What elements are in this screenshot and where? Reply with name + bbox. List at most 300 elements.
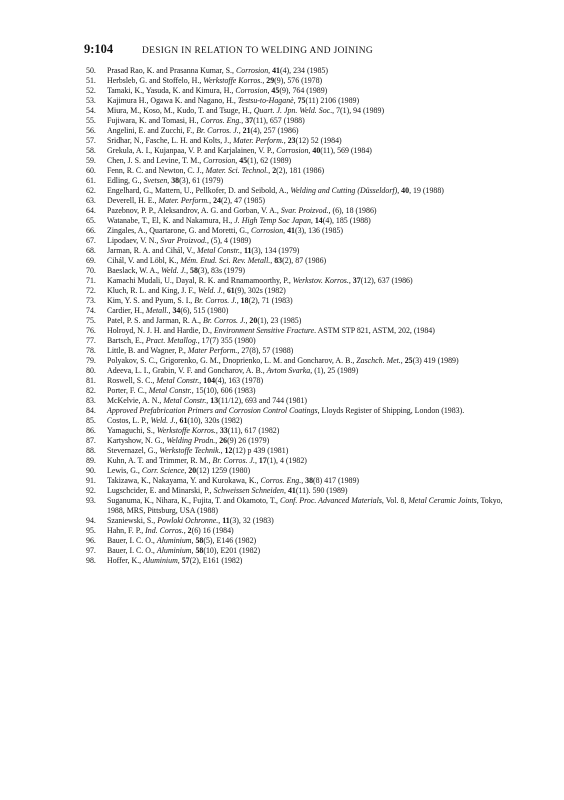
reference-text: (12) 1259 (1980) [196, 466, 251, 475]
reference-volume: 75 [297, 96, 306, 105]
reference-item [86, 146, 518, 156]
reference-volume: 41 [287, 486, 296, 495]
reference-text: Hoffer, K., [107, 556, 144, 565]
reference-list [86, 66, 518, 566]
reference-source-title: Metal Constr. [148, 386, 192, 395]
reference-text: Little, B. and Wagner, P., [107, 346, 188, 355]
reference-item [86, 76, 518, 86]
reference-text: , [238, 126, 243, 135]
reference-number: 85. [86, 416, 96, 425]
reference-source-title: Corrosion [235, 86, 268, 95]
reference-source-title: Werkstov. Korros. [292, 276, 349, 285]
reference-volume: 45 [271, 86, 280, 95]
reference-volume: 20 [249, 316, 258, 325]
reference-number: 52. [86, 86, 96, 95]
reference-text: , [241, 116, 246, 125]
reference-source-title: Welding and Cutting (Düsseldorf) [290, 186, 398, 195]
reference-item [86, 486, 518, 496]
reference-text: , [222, 286, 227, 295]
reference-item [86, 536, 518, 546]
reference-number: 67. [86, 236, 96, 245]
reference-number: 75. [86, 316, 96, 325]
reference-text: , [235, 156, 240, 165]
reference-item [86, 496, 518, 516]
reference-item [86, 436, 518, 446]
reference-source-title: Mater. Perform. [158, 196, 210, 205]
reference-text: Stevernazel, G., [107, 446, 160, 455]
reference-number: 64. [86, 206, 96, 215]
reference-text: Bauer, I. C. O., [107, 536, 157, 545]
reference-item [86, 216, 518, 226]
reference-volume: 61 [179, 416, 188, 425]
reference-source-title: Testsu-to-Haganè [237, 96, 294, 105]
reference-item [86, 396, 518, 406]
reference-text: , [215, 426, 220, 435]
reference-text: , [206, 396, 211, 405]
reference-text: Tamaki, K., Yasuda, K. and Kimura, H., [107, 86, 236, 95]
reference-volume: 58 [195, 546, 204, 555]
reference-source-title: Svetsen [143, 176, 168, 185]
reference-number: 65. [86, 216, 96, 225]
reference-number: 78. [86, 346, 96, 355]
reference-text: Bartsch, E., [107, 336, 146, 345]
reference-number: 68. [86, 246, 96, 255]
reference-volume: 41 [272, 66, 280, 75]
reference-text: (11), 617 (1982) [227, 426, 280, 435]
reference-text: Sridhar, N., Fasche, L. H. and Kolts, J., [107, 136, 234, 145]
reference-source-title: Werkstoffe Korros. [203, 76, 263, 85]
reference-volume: 12 [224, 446, 233, 455]
reference-text: , [209, 196, 214, 205]
reference-text: , [191, 536, 196, 545]
reference-number: 94. [86, 516, 96, 525]
reference-number: 50. [86, 66, 96, 75]
reference-item [86, 196, 518, 206]
reference-text: , 19 (1988) [409, 186, 444, 195]
reference-text: (3), 134 (1979) [251, 246, 300, 255]
reference-number: 82. [86, 386, 96, 395]
reference-text: ., 7(1), 94 (1989) [330, 106, 385, 115]
reference-number: 95. [86, 526, 96, 535]
reference-text: Lewis, G., [107, 466, 142, 475]
reference-volume: 24 [213, 196, 221, 205]
reference-text: (11) 2106 (1989) [305, 96, 360, 105]
reference-volume: 104 [203, 376, 216, 385]
page-header [84, 42, 524, 57]
reference-text: , 27(8), 57 (1988) [237, 346, 294, 355]
reference-source-title: Mater. Sci. Technol. [205, 166, 269, 175]
reference-volume: 41 [287, 226, 295, 235]
reference-text: Baeslack, W. A., [107, 266, 162, 275]
reference-number: 84. [86, 406, 96, 415]
reference-source-title: Environment Sensitive Fracture [213, 326, 315, 335]
reference-number: 58. [86, 146, 96, 155]
reference-text: Miura, M., Koso, M., Kudo, T. and Tsuge, H., [107, 106, 254, 115]
reference-source-title: Metall. [145, 306, 169, 315]
reference-text: , [283, 226, 288, 235]
reference-text: (5), E146 (1982) [203, 536, 257, 545]
reference-number: 72. [86, 286, 96, 295]
reference-text: (3) 419 (1989) [412, 356, 459, 365]
reference-item [86, 96, 518, 106]
reference-source-title: Br. Corros. J. [196, 126, 239, 135]
reference-number: 76. [86, 326, 96, 335]
reference-item [86, 366, 518, 376]
reference-text: , [220, 446, 225, 455]
reference-text: , [400, 356, 405, 365]
reference-volume: 20 [188, 466, 197, 475]
reference-number: 97. [86, 546, 96, 555]
reference-text: (2), 181 (1986) [276, 166, 325, 175]
reference-volume: 17 [258, 456, 267, 465]
reference-item [86, 346, 518, 356]
reference-volume: 25 [404, 356, 413, 365]
reference-number: 69. [86, 256, 96, 265]
reference-text: Fenn, R. C. and Newton, C. J., [107, 166, 206, 175]
reference-item [86, 176, 518, 186]
reference-text: , [348, 276, 353, 285]
reference-text: McKelvie, A. N., [107, 396, 164, 405]
reference-item [86, 226, 518, 236]
reference-number: 93. [86, 496, 96, 505]
reference-item [86, 406, 518, 416]
reference-number: 81. [86, 376, 96, 385]
reference-text: (8) 417 (1989) [313, 476, 360, 485]
reference-text: Polyakov, S. C., Grigorenko, G. M., Dnoprienko, L. M. and Goncharov, A. B., [107, 356, 357, 365]
reference-text: , [183, 526, 188, 535]
reference-volume: 23 [287, 136, 296, 145]
reference-volume: 40 [312, 146, 321, 155]
reference-volume: 2 [272, 166, 277, 175]
reference-source-title: Metal Ceramic Joints [408, 496, 477, 505]
reference-text: Deverell, H. E., [107, 196, 159, 205]
reference-text: (10), E201 (1982) [203, 546, 261, 555]
reference-number: 88. [86, 446, 96, 455]
reference-number: 73. [86, 296, 96, 305]
reference-source-title: Werkstoffe Technik. [159, 446, 221, 455]
reference-text: Herbsleb, G. and Stoffelo, H., [107, 76, 204, 85]
reference-text: , [236, 296, 241, 305]
reference-text: Bauer, I. C. O., [107, 546, 157, 555]
reference-text: (3), 136 (1985) [294, 226, 343, 235]
reference-number: 96. [86, 536, 96, 545]
reference-number: 57. [86, 136, 96, 145]
reference-source-title: Approved Prefabrication Primers and Corrosion Control Coatings [107, 406, 318, 415]
reference-text: Kuhn, A. T. and Trimmer, R. M., [107, 456, 213, 465]
reference-text: , [293, 96, 298, 105]
reference-text: (3), 61 (1979) [179, 176, 224, 185]
reference-source-title: Corrosion [250, 226, 284, 235]
reference-source-title: Metal Constr. [197, 246, 240, 255]
reference-text: (2), 47 (1985) [220, 196, 266, 205]
reference-source-title: Metal Constr. [156, 376, 200, 385]
reference-text: (10), 320s (1982) [187, 416, 243, 425]
reference-volume: 45 [239, 156, 248, 165]
reference-item [86, 286, 518, 296]
reference-source-title: Corrosion [235, 66, 269, 75]
reference-text: Kamachi Mudali, U., Dayal, R. K. and Rnamamoorthy, P., [107, 276, 293, 285]
reference-number: 77. [86, 336, 96, 345]
reference-text: , [184, 466, 189, 475]
reference-source-title: Ind. Corros. [145, 526, 184, 535]
reference-text: Edling, G., [107, 176, 144, 185]
reference-number: 61. [86, 176, 96, 185]
reference-source-title: Pract. Metallog. [145, 336, 198, 345]
reference-text: (3), 83s (1979) [197, 266, 246, 275]
reference-text: , [301, 476, 306, 485]
reference-item [86, 306, 518, 316]
reference-source-title: Br. Corros. J. [203, 316, 246, 325]
reference-text: Watanabe, T., El, K. and Nakamura, H., [107, 216, 235, 225]
reference-text: Yamaguchi, S., [107, 426, 157, 435]
reference-item [86, 106, 518, 116]
reference-text: , [239, 246, 244, 255]
reference-volume: 26 [219, 436, 228, 445]
reference-source-title: Schweissen Schneiden [213, 486, 284, 495]
reference-source-title: Zaschch. Met. [356, 356, 401, 365]
reference-item [86, 316, 518, 326]
reference-source-title: Metal Constr. [163, 396, 207, 405]
reference-item [86, 386, 518, 396]
reference-number: 90. [86, 466, 96, 475]
reference-number: 55. [86, 116, 96, 125]
reference-source-title: Corrosion [276, 146, 309, 155]
reference-item [86, 86, 518, 96]
reference-number: 98. [86, 556, 96, 565]
reference-text: Pazebnov, P. P., Aleksandrov, A. G. and Gorban, V. A., [107, 206, 281, 215]
reference-volume: 11 [222, 516, 230, 525]
reference-text: (9) 26 (1979) [227, 436, 270, 445]
reference-text: , [186, 266, 191, 275]
reference-number: 62. [86, 186, 96, 195]
reference-text: , Lloyds Register of Shipping, London (1983). [317, 406, 465, 415]
reference-text: Costos, L. P., [107, 416, 151, 425]
reference-item [86, 556, 518, 566]
reference-text: Szaniewski, S., [107, 516, 158, 525]
reference-text: (12), 637 (1986) [360, 276, 413, 285]
reference-text: Fujiwara, K. and Tomasi, H., [107, 116, 201, 125]
reference-number: 56. [86, 126, 96, 135]
reference-text: , [267, 86, 272, 95]
running-title: DESIGN IN RELATION TO WELDING AND JOINING [142, 46, 373, 56]
reference-text: Porter, F. C., [107, 386, 149, 395]
reference-volume: 14 [314, 216, 323, 225]
reference-number: 89. [86, 456, 96, 465]
reference-number: 54. [86, 106, 96, 115]
reference-volume: 2 [187, 526, 192, 535]
reference-text: , [268, 66, 273, 75]
reference-number: 63. [86, 196, 96, 205]
reference-text: (12) p 439 (1981) [232, 446, 289, 455]
reference-text: Kartyshow, N. G., [107, 436, 167, 445]
reference-number: 86. [86, 426, 96, 435]
reference-item [86, 376, 518, 386]
reference-item [86, 446, 518, 456]
reference-source-title: Weld. J. [161, 266, 187, 275]
reference-item [86, 166, 518, 176]
reference-text: , [215, 436, 220, 445]
reference-volume: 37 [352, 276, 361, 285]
reference-volume: 40 [401, 186, 410, 195]
reference-volume: 58 [190, 266, 198, 275]
reference-item [86, 426, 518, 436]
reference-text: Lugschcider, E. and Minarski, P., [107, 486, 214, 495]
reference-item [86, 516, 518, 526]
reference-text: , [175, 416, 180, 425]
reference-text: , [262, 76, 267, 85]
reference-text: (2), E161 (1982) [189, 556, 243, 565]
reference-text: , [254, 456, 259, 465]
reference-item [86, 186, 518, 196]
reference-number: 80. [86, 366, 96, 375]
reference-text: Kajimura H., Ogawa K. and Nagano, H., [107, 96, 238, 105]
reference-text: (2), 87 (1986) [282, 256, 327, 265]
reference-text: Holroyd, N. J. H. and Hardie, D., [107, 326, 214, 335]
reference-text: , (5), 4 (1989) [206, 236, 251, 245]
reference-source-title: Avtom Svarka [266, 366, 311, 375]
reference-source-title: Aluminium [156, 536, 192, 545]
reference-source-title: Corros. Eng. [260, 476, 302, 485]
reference-text: , 15(10), 606 (1983) [191, 386, 256, 395]
reference-text: , [177, 556, 182, 565]
reference-number: 92. [86, 486, 96, 495]
reference-text: Cihál, V. and Löbl, K., [107, 256, 181, 265]
reference-text: , [283, 486, 288, 495]
reference-number: 71. [86, 276, 96, 285]
reference-item [86, 256, 518, 266]
reference-item [86, 526, 518, 536]
reference-source-title: Corros. Eng. [200, 116, 242, 125]
reference-number: 83. [86, 396, 96, 405]
reference-item [86, 296, 518, 306]
reference-text: . ASTM STP 821, ASTM, 202, (1984) [314, 326, 435, 335]
reference-text: Chen, J. S. and Levine, T. M., [107, 156, 204, 165]
reference-volume: 13 [210, 396, 219, 405]
reference-text: (4), 234 (1985) [279, 66, 328, 75]
reference-text: (12) 52 (1984) [295, 136, 342, 145]
reference-text: (11). 590 (1989) [295, 486, 348, 495]
reference-volume: 58 [195, 536, 204, 545]
reference-text: (9), 764 (1989) [279, 86, 328, 95]
reference-volume: 83 [274, 256, 283, 265]
reference-source-title: Svar. Proizvod. [280, 206, 329, 215]
reference-source-title: Corrosion [203, 156, 236, 165]
reference-text: (11), 657 (1988) [253, 116, 305, 125]
reference-item [86, 246, 518, 256]
reference-volume: 11 [243, 246, 252, 255]
reference-source-title: Mém. Etud. Sci. Rev. Metall. [180, 256, 271, 265]
reference-text: (1), 23 (1985) [257, 316, 302, 325]
reference-volume: 61 [226, 286, 235, 295]
reference-text: , (1), 25 (1989) [310, 366, 359, 375]
reference-text: , [283, 136, 288, 145]
reference-number: 53. [86, 96, 96, 105]
page-number: 9:104 [84, 42, 114, 56]
reference-item [86, 206, 518, 216]
reference-text: Takizawa, K., Nakayama, Y. and Kurokawa, K., [107, 476, 261, 485]
reference-text: , Tokyo, 1988, MRS, Pittsburg, USA (1988) [107, 496, 503, 515]
reference-item [86, 326, 518, 336]
reference-volume: 34 [172, 306, 181, 315]
reference-source-title: Br. Corros. J. [212, 456, 255, 465]
reference-item [86, 476, 518, 486]
reference-text: Lipodaev, V. N., [107, 236, 161, 245]
reference-number: 91. [86, 476, 96, 485]
reference-volume: 29 [266, 76, 275, 85]
reference-text: , 17(7) 355 (1980) [197, 336, 256, 345]
reference-item [86, 336, 518, 346]
reference-text: , [199, 376, 204, 385]
reference-source-title: Quart. J. Jpn. Weld. Soc [253, 106, 331, 115]
reference-text: , [168, 306, 173, 315]
reference-text: (3), 32 (1983) [229, 516, 274, 525]
reference-item [86, 276, 518, 286]
reference-source-title: Mater. Perform. [233, 136, 284, 145]
reference-source-title: Aluminium [156, 546, 192, 555]
reference-text: , [167, 176, 172, 185]
reference-text: Prasad Rao, K. and Prasanna Kumar, S., [107, 66, 236, 75]
reference-item [86, 116, 518, 126]
reference-text: , [397, 186, 402, 195]
reference-text: Kluch, R. L. and King, J. F., [107, 286, 198, 295]
reference-text: (6), 515 (1980) [180, 306, 229, 315]
reference-text: , [191, 546, 196, 555]
reference-volume: 38 [305, 476, 314, 485]
reference-text: Adeeva, L. I., Grabin, V. F. and Goncharov, A. B., [107, 366, 267, 375]
reference-text: , [310, 216, 315, 225]
reference-text: (1), 62 (1989) [247, 156, 292, 165]
reference-text: Jarman, R. A. and Cihál, V., [107, 246, 198, 255]
reference-text: Cardier, H., [107, 306, 146, 315]
reference-item [86, 126, 518, 136]
reference-text: Engelhard, G., Mattern, U., Pellkofer, D. and Seibold, A., [107, 186, 291, 195]
reference-text: Kim, Y. S. and Pyum, S. I., [107, 296, 195, 305]
reference-text: , [270, 256, 275, 265]
reference-text: , [308, 146, 313, 155]
reference-text: Hahn, F. P., [107, 526, 146, 535]
reference-source-title: Conf. Proc. Advanced Materials [279, 496, 382, 505]
reference-item [86, 546, 518, 556]
reference-text: , Vol. 8, [381, 496, 409, 505]
reference-number: 79. [86, 356, 96, 365]
reference-number: 87. [86, 436, 96, 445]
reference-source-title: Br. Corros. J. [194, 296, 237, 305]
reference-text: (4), 163 (1978) [215, 376, 264, 385]
reference-text: (1), 4 (1982) [266, 456, 307, 465]
reference-number: 74. [86, 306, 96, 315]
reference-text: (11/12), 693 and 744 (1981) [218, 396, 308, 405]
reference-text: (11), 569 (1984) [320, 146, 372, 155]
reference-source-title: Weld. J. [197, 286, 223, 295]
reference-number: 60. [86, 166, 96, 175]
reference-text: (6) 16 (1984) [191, 526, 234, 535]
reference-item [86, 356, 518, 366]
reference-text: (4), 257 (1986) [250, 126, 299, 135]
reference-text: Patel, P. S. and Jarman, R. A., [107, 316, 203, 325]
reference-source-title: Powloki Ochronne. [157, 516, 219, 525]
reference-volume: 18 [240, 296, 249, 305]
reference-text: , [218, 516, 223, 525]
reference-text: (2), 71 (1983) [248, 296, 293, 305]
reference-item [86, 266, 518, 276]
reference-item [86, 156, 518, 166]
reference-number: 66. [86, 226, 96, 235]
reference-volume: 38 [171, 176, 180, 185]
reference-item [86, 136, 518, 146]
reference-text: , [245, 316, 250, 325]
reference-text: , (6), 18 (1986) [328, 206, 377, 215]
reference-volume: 21 [242, 126, 251, 135]
